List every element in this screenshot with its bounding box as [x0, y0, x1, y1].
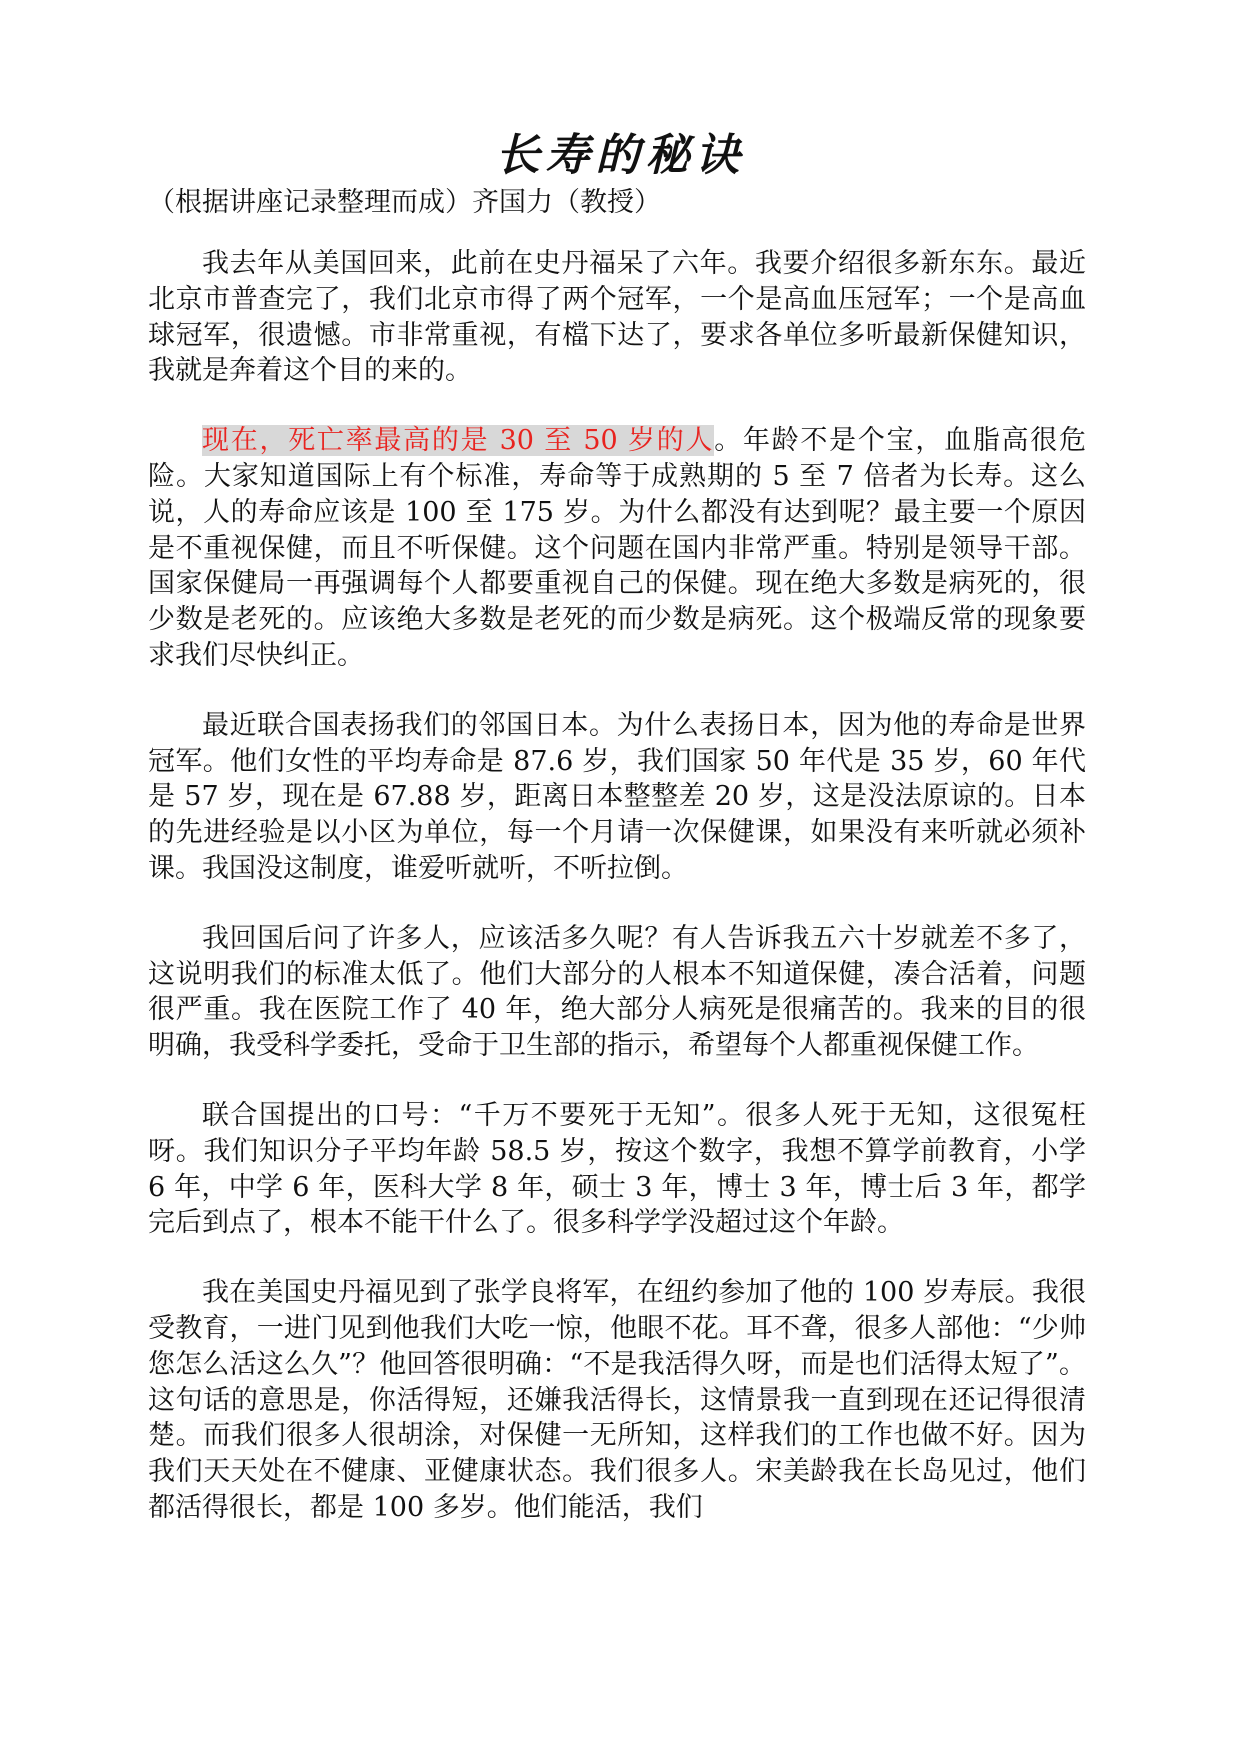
paragraph-2 [148, 423, 1086, 674]
paragraph-text: 我回国后问了许多人，应该活多久呢？有人告诉我五六十岁就差不多了，这说明我们的标准太低了。他们大部分的人根本不知道保健，凑合活着，问题很严重。我在医院工作了 40 年，绝大部分人病死是很痛苦的。我来的目的很明确，我受科学委托，受命于卫生部的指示，希望每个人都重视保健工作。 [148, 922, 1086, 1062]
paragraph-text: 。年龄不是个宝，血脂高很危险。大家知道国际上有个标准，寿命等于成熟期的 5 至 7 倍者为长寿。这么说，人的寿命应该是 100 至 175 岁。为什么都没有达到呢？最主要一个原因是不重视保健，而且不听保健。这个问题在国内非常严重。特别是领导干部。国家保健局一再强调每个人都要重视自己的保健。现在绝大多数是病死的，很少数是老死的。应该绝大多数是老死的而少数是病死。这个极端反常的现象要求我们尽快纠正。 [148, 425, 1086, 671]
paragraph-6 [148, 1275, 1086, 1526]
document-body [148, 246, 1086, 1560]
paragraph-3 [148, 708, 1086, 887]
paragraph-5 [148, 1098, 1086, 1241]
paragraph-text: 我在美国史丹福见到了张学良将军，在纽约参加了他的 100 岁寿辰。我很受教育，一进门见到他我们大吃一惊，他眼不花。耳不聋，很多人部他：“少帅您怎么活这么久”？他回答很明确：“不是我活得久呀，而是也们活得太短了”。这句话的意思是，你活得短，还嫌我活得长，这情景我一直到现在还记得很清楚。而我们很多人很胡涂，对保健一无所知，这样我们的工作也做不好。因为我们天天处在不健康、亚健康状态。我们很多人。宋美龄我在长岛见过，他们都活得很长，都是 100 多岁。他们能活，我们 [148, 1277, 1086, 1523]
document-title: 长寿的秘诀 [495, 130, 746, 181]
paragraph-text: 最近联合国表扬我们的邻国日本。为什么表扬日本，因为他的寿命是世界冠军。他们女性的平均寿命是 87.6 岁，我们国家 50 年代是 35 岁，60 年代是 57 岁，现在是 67.88 岁，距离日本整整差 20 岁，这是没法原谅的。日本的先进经验是以小区为单位，每一个月请一次保健课，如果没有来听就必须补课。我国没这制度，谁爱听就听，不听拉倒。 [148, 709, 1086, 884]
paragraph-1 [148, 246, 1086, 389]
document-subtitle: （根据讲座记录整理而成）齐国力（教授） [148, 187, 661, 218]
paragraph-text: 联合国提出的口号：“千万不要死于无知”。很多人死于无知，这很冤枉呀。我们知识分子平均年龄 58.5 岁，按这个数字，我想不算学前教育，小学 6 年，中学 6 年，医科大学 8 年，硕士 3 年，博士 3 年，博士后 3 年，都学完后到点了，根本不能干什么了。很多科学学没超过这个年龄。 [148, 1099, 1086, 1239]
paragraph-text: 我去年从美国回来，此前在史丹福呆了六年。我要介绍很多新东东。最近北京市普查完了，我们北京市得了两个冠军，一个是高血压冠军；一个是高血球冠军，很遗憾。市非常重视，有檔下达了，要求各单位多听最新保健知识，我就是奔着这个目的来的。 [148, 248, 1086, 387]
paragraph-4 [148, 921, 1086, 1064]
highlighted-text: 现在，死亡率最高的是 30 至 50 岁的人 [202, 425, 715, 457]
